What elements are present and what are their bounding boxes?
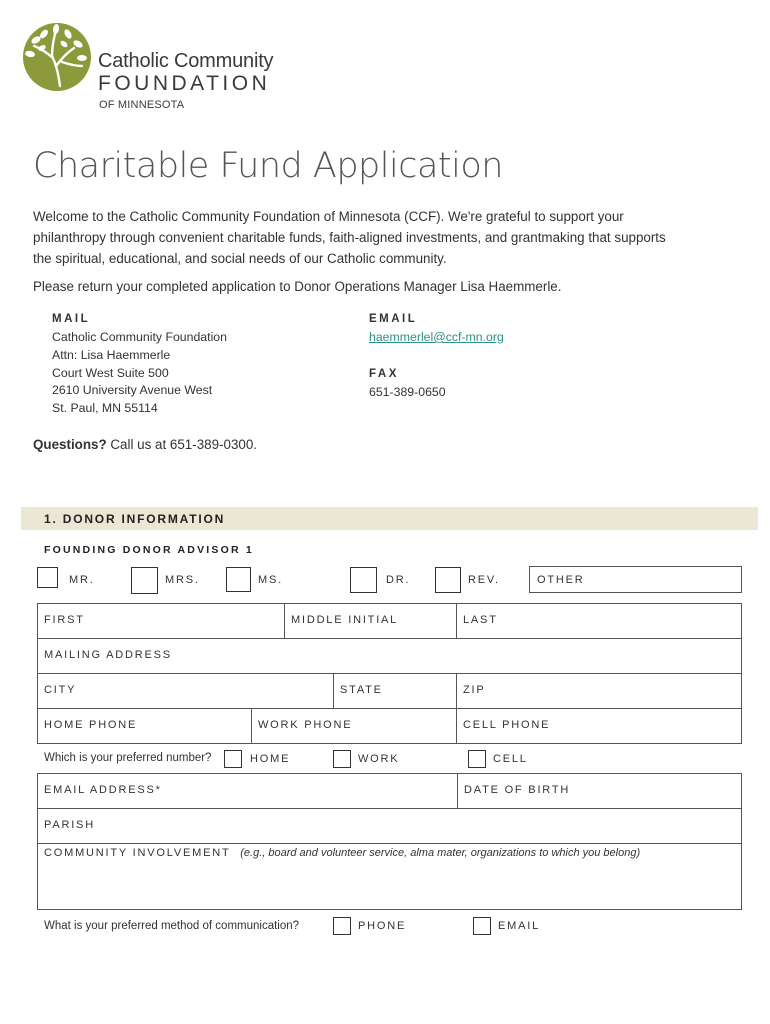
email-address-field[interactable] (37, 773, 458, 809)
fax-number: 651-389-0650 (369, 385, 446, 399)
preferred-home-label: HOME (250, 753, 291, 765)
date-of-birth-label: DATE OF BIRTH (464, 784, 571, 796)
preferred-email-label: EMAIL (498, 920, 541, 932)
preferred-work-checkbox[interactable] (333, 750, 351, 768)
preferred-phone-checkbox[interactable] (333, 917, 351, 935)
mail-label: MAIL (52, 313, 91, 325)
fax-label: FAX (369, 368, 399, 380)
preferred-number-question: Which is your preferred number? (44, 752, 212, 764)
middle-initial-field[interactable] (284, 603, 457, 639)
mail-address-line: Catholic Community Foundation (52, 330, 227, 344)
preferred-method-question: What is your preferred method of communication? (44, 920, 300, 932)
mail-address (52, 329, 227, 418)
mail-address-line: Court West Suite 500 (52, 365, 169, 380)
mrs-label: MRS. (165, 574, 200, 586)
email-address-label: EMAIL ADDRESS* (44, 784, 162, 796)
mailing-address-label: MAILING ADDRESS (44, 649, 172, 661)
first-name-field[interactable] (37, 603, 285, 639)
community-involvement-title: COMMUNITY INVOLVEMENT (44, 847, 231, 859)
dr-checkbox[interactable] (350, 567, 377, 593)
logo-line-1: Catholic Community (98, 50, 274, 72)
state-label: STATE (340, 684, 383, 696)
return-instructions: Please return your completed application to Donor Operations Manager Lisa Haemmerle. (33, 279, 562, 294)
preferred-home-checkbox[interactable] (224, 750, 242, 768)
page-title: Charitable Fund Application (33, 146, 503, 186)
zip-field[interactable] (456, 673, 742, 709)
logo-line-3: OF MINNESOTA (99, 99, 185, 111)
mr-checkbox[interactable] (37, 567, 58, 588)
questions-text: Call us at 651-389-0300. (106, 437, 258, 452)
middle-initial-label: MIDDLE INITIAL (291, 614, 399, 626)
parish-field[interactable] (37, 808, 742, 844)
mail-address-line: Attn: Lisa Haemmerle (52, 347, 171, 362)
preferred-cell-checkbox[interactable] (468, 750, 486, 768)
last-name-field[interactable] (456, 603, 742, 639)
zip-label: ZIP (463, 684, 486, 696)
home-phone-label: HOME PHONE (44, 719, 138, 731)
intro-paragraph: Welcome to the Catholic Community Foundation of Minnesota (CCF). We're grateful to support your philanthropy through convenient charitable funds, faith-aligned investments, and grantmaking that supports the spiritual, educational, and social needs of our Catholic community. (33, 209, 666, 266)
mr-label: MR. (69, 574, 95, 586)
other-field[interactable] (529, 566, 742, 593)
mail-address-line: 2610 University Avenue West (52, 383, 213, 398)
parish-label: PARISH (44, 819, 95, 831)
home-phone-field[interactable] (37, 708, 252, 744)
city-label: CITY (44, 684, 77, 696)
rev-label: REV. (468, 574, 500, 586)
founding-donor-subtitle: FOUNDING DONOR ADVISOR 1 (44, 544, 254, 556)
questions-bold: Questions? (33, 437, 107, 452)
state-field[interactable] (333, 673, 457, 709)
other-label: OTHER (537, 574, 585, 586)
rev-checkbox[interactable] (435, 567, 461, 593)
work-phone-field[interactable] (251, 708, 457, 744)
date-of-birth-field[interactable] (457, 773, 742, 809)
last-name-label: LAST (463, 614, 498, 626)
cell-phone-label: CELL PHONE (463, 719, 551, 731)
email-link[interactable]: haemmerlel@ccf-mn.org (369, 330, 504, 344)
email-label: EMAIL (369, 313, 418, 325)
preferred-phone-label: PHONE (358, 920, 407, 932)
ms-checkbox[interactable] (226, 567, 251, 592)
city-field[interactable] (37, 673, 334, 709)
mail-address-line: St. Paul, MN 55114 (52, 401, 158, 416)
section-title: 1. DONOR INFORMATION (44, 512, 226, 526)
community-involvement-field[interactable] (37, 843, 742, 910)
dr-label: DR. (386, 574, 411, 586)
cell-phone-field[interactable] (456, 708, 742, 744)
first-name-label: FIRST (44, 614, 85, 626)
work-phone-label: WORK PHONE (258, 719, 353, 731)
mailing-address-field[interactable] (37, 638, 742, 674)
preferred-email-checkbox[interactable] (473, 917, 491, 935)
ms-label: MS. (258, 574, 283, 586)
mrs-checkbox[interactable] (131, 567, 158, 594)
questions-line (33, 437, 257, 452)
community-involvement-label (44, 847, 640, 859)
logo-line-2: FOUNDATION (98, 72, 271, 95)
foundation-logo-tree-icon (22, 22, 92, 92)
preferred-work-label: WORK (358, 753, 400, 765)
community-involvement-hint: (e.g., board and volunteer service, alma mater, organizations to which you belong) (240, 847, 641, 859)
preferred-cell-label: CELL (493, 753, 528, 765)
